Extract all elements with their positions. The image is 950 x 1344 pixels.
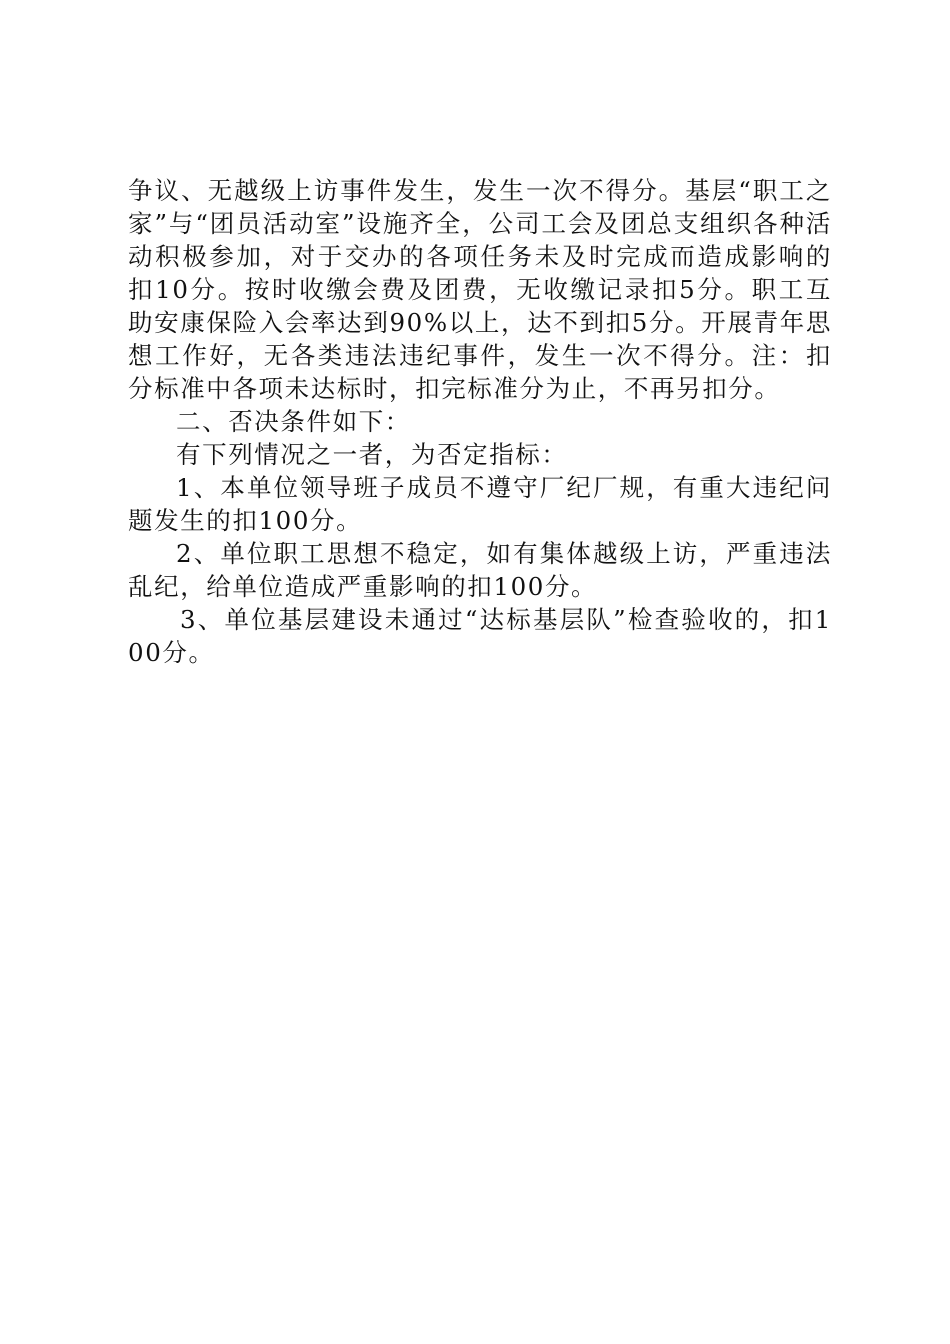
veto-item-1: 1、本单位领导班子成员不遵守厂纪厂规，有重大违纪问题发生的扣100分。	[128, 473, 832, 535]
paragraph-veto-intro: 有下列情况之一者，为否定指标：	[176, 440, 568, 469]
veto-item-3: 3、单位基层建设未通过“达标基层队”检查验收的，扣100分。	[128, 605, 832, 667]
paragraph-continued-scoring-rules: 争议、无越级上访事件发生，发生一次不得分。基层“职工之家”与“团员活动室”设施齐全，公司工会及团总支组织各种活动积极参加，对于交办的各项任务未及时完成而造成影响的扣10分。按时收缴会费及团费，无收缴记录扣5分。职工互助安康保险入会率达到90%以上，达不到扣5分。开展青年思想工作好，无各类违法违纪事件，发生一次不得分。注：扣分标准中各项未达标时，扣完标准分为止，不再另扣分。	[128, 176, 832, 403]
section-heading-veto-conditions: 二、否决条件如下：	[176, 407, 411, 436]
veto-item-2: 2、单位职工思想不稳定，如有集体越级上访，严重违法乱纪，给单位造成严重影响的扣100分。	[128, 539, 832, 601]
document-body	[128, 174, 832, 669]
